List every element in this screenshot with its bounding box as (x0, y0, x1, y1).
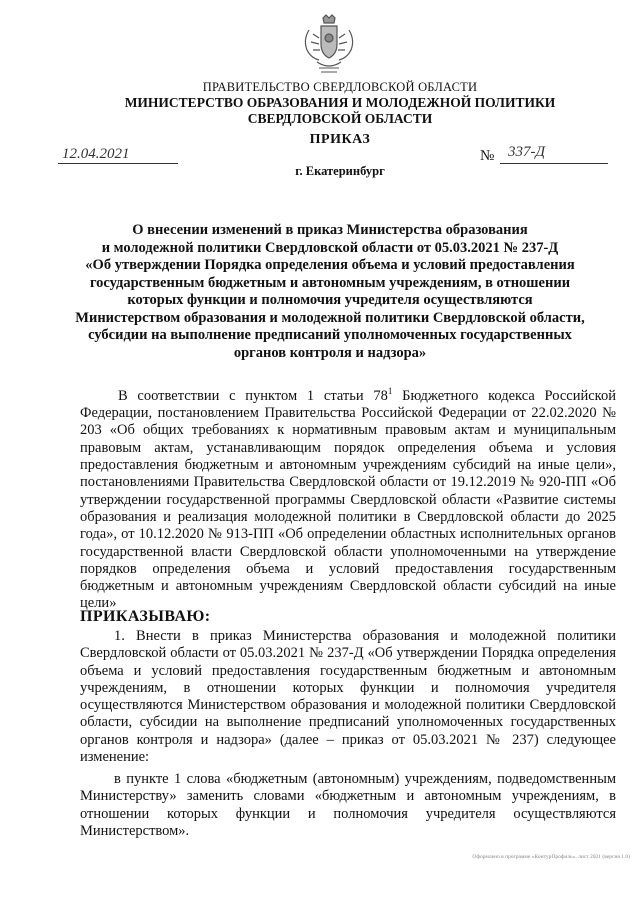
preamble-text-end: Бюджетного кодекса Российской Федерации, постановлением Правительства Российской Федерации от 22.02.2020 № 203 «Об общих требованиях к нормативным правовым актам и муниципальным правовым актам, устанавливающим порядок определения объема и условия предоставления бюджетным и автономным учреждениям субсидий на иные цели», постановлениями Правительства Свердловской области от 19.12.2019 № 920-ПП «Об утверждении государственной программы Свердловской области «Развитие системы образования и реализация молодежной политики в Свердловской области до 2025 года», от 10.12.2020 № 913-ПП «Об определении областных исполнительных органов государственной власти Свердловской области уполномоченными на утверждение порядков определения объема и условий предоставления государственным бюджетным и автономным учреждениям Свердловской области субсидий на иные цели» (80, 387, 616, 612)
title-line: О внесении изменений в приказ Министерства образования (132, 222, 528, 238)
ministry-line-2: СВЕРДЛОВСКОЙ ОБЛАСТИ (247, 111, 433, 126)
title-line: органов контроля и надзора» (233, 344, 427, 361)
preamble-paragraph (80, 383, 616, 613)
order-word: ПРИКАЗЫВАЮ: (80, 608, 211, 625)
title-line: которых функции и полномочия учредителя осуществляются (127, 292, 533, 308)
order-date: 12.04.2021 (62, 146, 130, 162)
number-label: № (480, 148, 495, 164)
document-type: ПРИКАЗ (309, 132, 371, 147)
government-name: ПРАВИТЕЛЬСТВО СВЕРДЛОВСКОЙ ОБЛАСТИ (202, 80, 478, 94)
title-line: государственным бюджетным и автономным учреждениям, в отношении (89, 274, 571, 291)
ministry-name (60, 95, 620, 127)
title-line: субсидии на выполнение предписаний уполномоченных государственных (88, 327, 572, 343)
clause-1-change-paragraph: в пункте 1 слова «бюджетным (автономным) учреждениям, подведомственным Министерству» заменить словами «бюджетным и автономным учреждениям, в отношении которых функции и полномочия учредителя осуществляются Министерством». (80, 771, 616, 839)
title-line: и молодежной политики Свердловской области от 05.03.2021 № 237-Д (101, 239, 559, 256)
clause-1-paragraph: 1. Внести в приказ Министерства образования и молодежной политики Свердловской области от 05.03.2021 № 237-Д «Об утверждении Порядка определения объема и условий предоставления государственным бюджетным и автономным учреждениям, в отношении которых функции и полномочия учредителя осуществляются Министерством образования и молодежной политики Свердловской области, субсидии на выполнение предписаний уполномоченных государственных органов контроля и надзора» (далее – приказ от 05.03.2021 № 237) следующее изменение: (80, 628, 616, 766)
preamble-text-start: В соответствии с пунктом 1 статьи 78 (118, 387, 388, 404)
title-line: Министерством образования и молодежной политики Свердловской области, (75, 309, 585, 326)
coat-of-arms-emblem (299, 14, 359, 76)
article-superscript: 1 (387, 386, 393, 396)
city: г. Екатеринбург (295, 164, 385, 178)
order-number: 337-Д (508, 144, 546, 160)
title-line: «Об утверждении Порядка определения объема и условий предоставления (85, 257, 575, 273)
ministry-line-1: МИНИСТЕРСТВО ОБРАЗОВАНИЯ И МОЛОДЕЖНОЙ ПОЛИТИКИ (124, 95, 556, 110)
footer-note: Оформлено в программе «КонтурПрофиль», лист 2021 (версия 1.0) (472, 854, 630, 860)
order-title (70, 222, 590, 362)
